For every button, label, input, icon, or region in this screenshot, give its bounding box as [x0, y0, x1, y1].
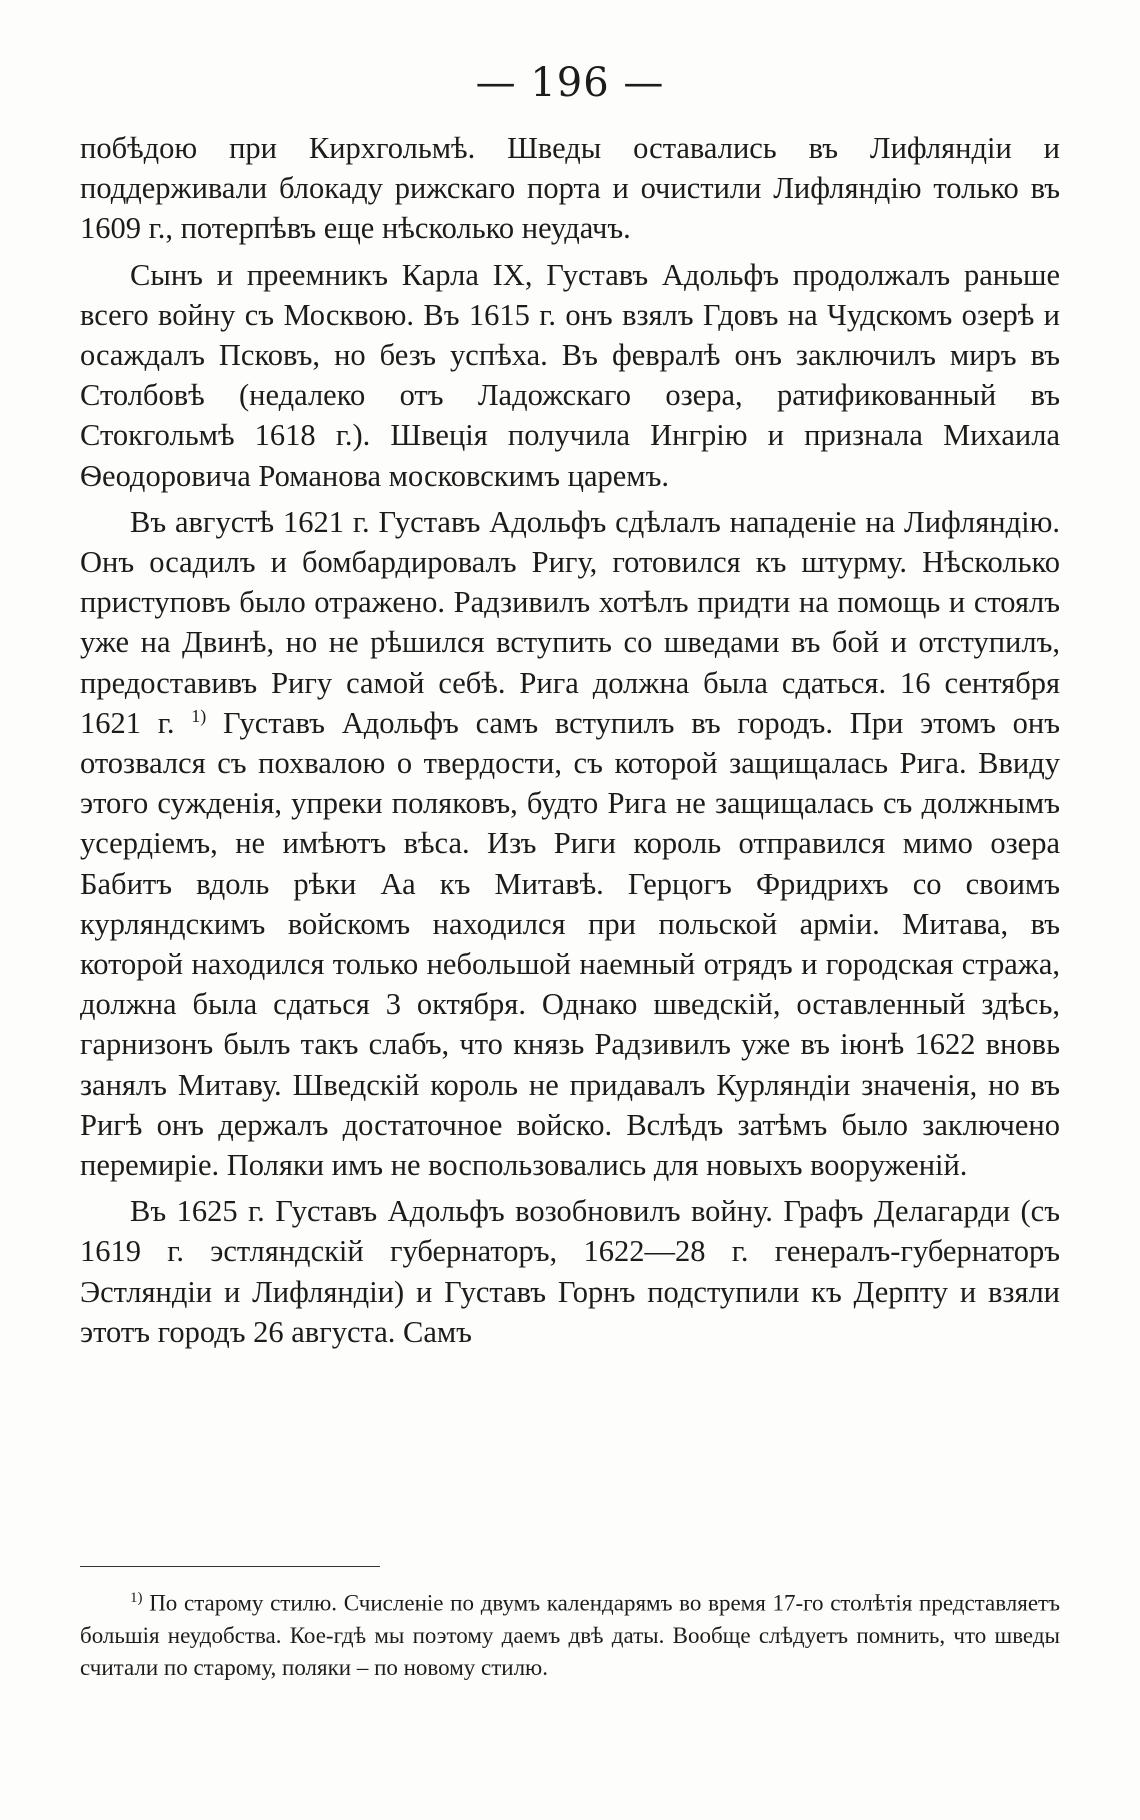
- paragraph-1625-war: Въ 1625 г. Густавъ Адольфъ возобновилъ войну. Графъ Делагарди (съ 1619 г. эстляндскій губернаторъ, 1622—28 г. генералъ-губернаторъ Эстляндіи и Лифляндіи) и Густавъ Горнъ подступили къ Дерпту и взяли этотъ городъ 26 августа. Самъ: [80, 1194, 1060, 1349]
- footnote: [80, 1582, 1060, 1684]
- footnote-mark: 1): [130, 1590, 143, 1606]
- body-text: [80, 128, 1060, 1352]
- page-number: — 196 —: [475, 60, 665, 106]
- footnote-reference: 1): [191, 705, 207, 726]
- paragraph-gustav-adolf-moscow: Сынъ и преемникъ Карла IX, Густавъ Адольфъ продолжалъ раньше всего войну съ Москвою. Въ 1615 г. онъ взялъ Гдовъ на Чудскомъ озерѣ и осаждалъ Псковъ, но безъ успѣха. Въ февралѣ онъ заключилъ миръ въ Столбовѣ (недалеко отъ Ладожскаго озера, ратификованный въ Стокгольмѣ 1618 г.). Швеція получила Ингрію и признала Михаила Ѳеодоровича Романова московскимъ царемъ.: [80, 257, 1060, 493]
- paragraph-riga-siege: [80, 502, 1060, 1185]
- paragraph-riga-text-after-ref: Густавъ Адольфъ самъ вступилъ въ городъ. При этомъ онъ отозвался съ похвалою о твердости, съ которой защищалась Рига. Ввиду этого сужденія, упреки поляковъ, будто Рига не защищалась съ должнымъ усердіемъ, не имѣютъ вѣса. Изъ Риги король отправился мимо озера Бабитъ вдоль рѣки Аа къ Митавѣ. Герцогъ Фридрихъ со своимъ курляндскимъ войскомъ находился при польской арміи. Митава, въ которой находился только небольшой наемный отрядъ и городская стража, должна была сдаться 3 октября. Однако шведскій, оставленный здѣсь, гарнизонъ былъ такъ слабъ, что князь Радзивилъ уже въ іюнѣ 1622 вновь занялъ Митаву. Шведскій король не придавалъ Курляндіи значенія, но въ Ригѣ онъ держалъ достаточное войско. Вслѣдъ затѣмъ было заключено перемиріе. Поляки имъ не воспользовались для новыхъ вооруженій.: [80, 705, 1060, 1183]
- footnote-text: По старому стилю. Счисленіе по двумъ календарямъ во время 17-го столѣтія представляетъ большія неудобства. Кое-гдѣ мы поэтому даемъ двѣ даты. Вообще слѣдуетъ помнить, что шведы считали по старому, поляки – по новому стилю.: [80, 1590, 1060, 1680]
- footnote-divider: [80, 1566, 380, 1567]
- paragraph-continued: побѣдою при Кирхгольмѣ. Шведы оставались въ Лифляндіи и поддерживали блокаду рижскаго порта и очистили Лифляндію только въ 1609 г., потерпѣвъ еще нѣсколько неудачъ.: [80, 131, 1060, 246]
- paragraph-riga-text-before-ref: Въ августѣ 1621 г. Густавъ Адольфъ сдѣлалъ нападеніе на Лифляндію. Онъ осадилъ и бомбардировалъ Ригу, готовился къ штурму. Нѣсколько приступовъ было отражено. Радзивилъ хотѣлъ придти на помощь и стоялъ уже на Двинѣ, но не рѣшился вступить со шведами въ бой и отступилъ, предоставивъ Ригу самой себѣ. Рига должна была сдаться. 16 сентября 1621 г.: [80, 504, 1060, 740]
